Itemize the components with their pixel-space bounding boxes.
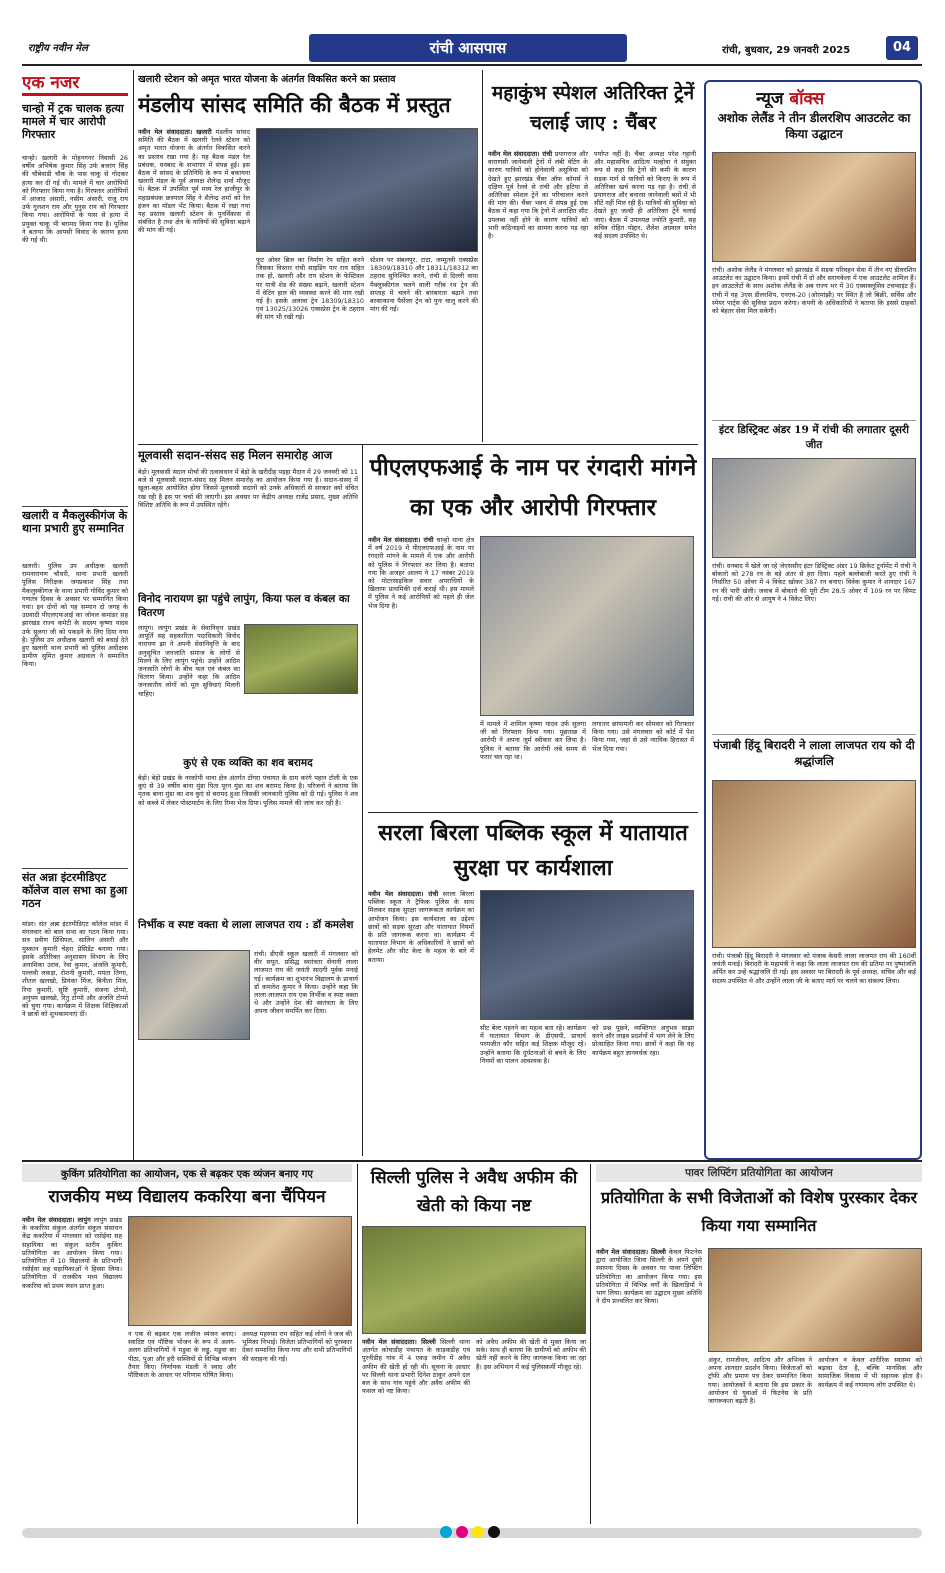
sarla-byline: नवीन मेल संवाददाता। रांची <box>368 890 439 898</box>
power-body-c: आयोजन न केवल शारीरिक स्वास्थ्य को बढ़ावा देता है, बल्कि मानसिक और सामाजिक विकास में भी सहायक होता है। कार्यक्रम में कई गणमान्य लोग उपस्थित थे। <box>818 1356 922 1389</box>
column-divider <box>590 1164 591 1524</box>
cooking-body-b: न एक से बढ़कर एक लजीज व्यंजन बनाए। स्वादिष्ट एवं पौष्टिक भोजन के रूप में अलग-अलग प्रतिभागियों ने मडुवा के लड्डू, मडुवा का पीठा, पुआ और हरी सब्जियों से विभिन्न व्यंजन तैयार किए। निर्णायक मंडली ने स्वाद और पौष्टिकता के आधार पर परिणाम घोषित किया। <box>128 1330 236 1380</box>
story-body: रांची। पंजाबी हिंदू बिरादरी ने मंगलवार को पंजाब केसरी लाला लाजपत राय की 160वीं जयंती मनाई। बिरादरी के महामंत्री ने कहा कि लाला लाजपत राय की प्रतिमा पर पुष्पांजलि अर्पित कर उन्हें श्रद्धांजलि दी गई। इस अवसर पर बिरादरी के पूर्व अध्यक्ष, सचिव और कई सदस्य उपस्थित थे और उन्होंने लाला जी के बताए मार्ग पर चलने का संकल्प लिया। <box>712 952 916 985</box>
story-title: अशोक लेलैंड ने तीन डीलरशिप आउटलेट का किया उद्घाटन <box>717 111 911 141</box>
ek-nazar-heading <box>22 70 128 96</box>
masthead-rule <box>22 64 922 66</box>
mandal-body <box>138 128 250 440</box>
silli-photo <box>362 1226 586 1334</box>
vinod-body: लापुंग। लापुंग प्रखंड के सेवानिवृत्त प्रखंड आपूर्ति सह सहकारिता पदाधिकारी विनोद नारायण झा ने अपनी सेवानिवृत्ति के बाद अनुसूचित जनजाति समाज के लोगों से मिलने के लिए लापुंग पहुंचे। उन्होंने आदिम जनजाति लोगों के बीच फल एवं कंबल का वितरण किया। उन्होंने कहा कि आदिम जनजातीय लोगों को मूल सुविधाएं मिलनी चाहिए। <box>138 624 240 698</box>
silli-body-a <box>362 1338 470 1522</box>
magenta-dot <box>456 1526 468 1538</box>
silli-body-b: को अवैध अफीम की खेती से मुक्त किया जा सके। साथ ही बताया कि ग्रामीणों को अफीम की खेती नहीं करने के लिए जागरूक किया जा रहा है। इस अभियान में कई पुलिसकर्मी मौजूद रहे। <box>476 1338 586 1371</box>
moolvasi-headline: मूलवासी सदान-संसद सह मिलन समारोह आज <box>138 448 333 462</box>
mahakumbh-body-b: पर्याप्त नहीं है। चैंबर अध्यक्ष परेश गट्टानी और महासचिव आदित्य मल्होत्रा ने संयुक्त रूप से कहा कि ट्रेनों की कमी के कारण सड़क मार्ग से यात्रियों को किराए के रूप में अतिरिक्त खर्च करना पड़ रहा है। रांची से प्रयागराज और बनारस जानेवाली बसों में भी सीटें नहीं मिल रही हैं। यात्रियों की सुविधा को देखते हुए जल्दी ही अतिरिक्त ट्रेनें चलाई जाएं। बैठक में उपाध्यक्ष ज्योति कुमारी, सह सचिव रोहित पोद्दार, शैलेश अग्रवाल समेत कई सदस्य उपस्थित थे। <box>594 150 696 241</box>
story-title: संत अन्ना इंटरमीडिएट कॉलेज वाल सभा का हुआ गठन <box>22 868 128 918</box>
lala-photo <box>138 950 250 1040</box>
silli-byline: नवीन मेल संवाददाता। सिल्ली <box>362 1338 436 1346</box>
pflai-headline: पीएलएफआई के नाम पर रंगदारी मांगने का एक और आरोपी गिरफ्तार <box>369 454 697 521</box>
cooking-body-c: अध्यक्ष महरुफ़ा राम सहित कई लोगों ने जज की भूमिका निभाई। विजेता प्रतिभागियों को पुरस्कार देकर सम्मानित किया गया और सभी प्रतिभागियों की सराहना की गई। <box>242 1330 352 1363</box>
cooking-text: लापुंग प्रखंड के ककरिया संकुल अंतर्गत संकुल संसाधन केंद्र ककरिया में मंगलवार को रसोईया सह सहायिका का संकुल स्तरीय कुकिंग प्रतियोगिता का आयोजन किया गया। प्रतियोगिता में 10 विद्यालयों के प्रतिभागी रसोईया सह सहायिकाओं ने हिस्सा लिया। प्रतियोगिता में राजकीय मध्य विद्यालय ककरिया को प्रथम स्थान प्राप्त हुआ। <box>22 1216 122 1290</box>
brand-logo: राष्ट्रीय नवीन मेल <box>28 43 88 54</box>
silli-text: सिल्ली थाना अंतर्गत कोचाडीह पंचायत के काड़कडीह एवं पुरनीडीह गांव में 4 एकड़ जमीन में अवैध अफीम की खेती हो रही थी। सूचना के आधार पर सिल्ली थाना प्रभारी दिनेश ठाकुर अपने दल बल के साथ गांव पहुंचे और अवैध अफीम की फसल को नष्ट किया। <box>362 1338 470 1396</box>
section-banner <box>309 34 627 62</box>
mandal-body-right: स्टेशन पर संबलपुर, टाटा, जम्मूतवी एक्सप्रेस 18309/18310 और 18311/18312 का ठहराव सुनिश्चित करने, रांची से दिल्ली वाया मैक्लुस्कीगंज चलने वाली गरीब रथ ट्रेन की सप्ताह में चलने की बारंबारता बढ़ाने तथा बरकाकाना पैसेंजर ट्रेन को पुनः चालू करने की मांग की गई। <box>370 256 478 314</box>
page-number: 04 <box>886 36 918 60</box>
moolvasi-body: बेड़ो। मूलवासी सदान मोर्चा की तत्वावधान में बेड़ो के खरीदीह पड़हा मैदान में 29 जनवरी को 11 बजे से मूलवासी सदान-संसद सह मिलन समारोह का आयोजन किया गया है। सदान-संसद में खुला-बहस आयोजित होगा जिसमें मूलवासी सदानों को उनके अधिकारों से सरकार क्यों वंचित रख रही है इस पर चर्चा की जाएगी। इस अवसर पर केंद्रीय अध्यक्ष राजेंद्र प्रसाद, मुख्य अतिथि विशिष्ट अतिथि के रूप में उपस्थित रहेंगे। <box>138 468 358 509</box>
ek-nazar-label: एक नजर <box>22 73 80 93</box>
story-body: मांडर। संत अन्ना इंटरमीडिएट कॉलेज मांडर में मंगलवार को बाल सभा का गठन किया गया। सत्र प्रवीण प्रिंसिपल, सालिन अंसारी और मुस्कान कुमारी चेहरा प्रेसिडेंट बनाया गया। इसके अतिरिक्त अनुशासन विभाग के लिए अनामिका उरांव, रेवा कुमार, अंजलि कुमारी, पल्लवी लकड़ा, रोशनी कुमारी, ममता तिग्गा, शीतल खलखो, प्रियंका मिंज, बिनीता मिंज, रिया कुमारी, सुष्टि कुमारी, संजना टोप्पो, अनुपम खलखो, रितु टोप्पो और अंजलि टोप्पो को चुना गया। कार्यक्रम में शिक्षक शिक्षिकाओं ने छात्रों को शुभकामनाएं दीं। <box>22 920 128 1019</box>
masthead <box>22 34 922 62</box>
vinod-photo <box>244 624 358 694</box>
sarla-photo <box>480 890 694 1020</box>
mandal-body-mid: फुट ओवर ब्रिज का निर्माण रेप सहित करने जिसका विस्तार रांची साइडिंग पार राय सहित तक हो, खलारी और राय स्टेशन के फेस्टिवल पर यात्री शेड की संख्या बढ़ाने, खलारी स्टेशन में वेटिंग हाल की व्यवस्था करने की मांग रखी गई है। इसके अलावा ट्रेन 18309/18310 एवं 13025/13026 एक्सप्रेस ट्रेन के ठहराव की मांग भी रखी गई। <box>256 256 364 322</box>
pflai-body-c: लगातार छापामारी कर सोमवार को गिरफ्तार किया गया। उसे मंगलवार को कोर्ट में पेश किया गया, जहां से उसे न्यायिक हिरासत में भेज दिया गया। <box>592 720 694 753</box>
section-rule <box>138 444 698 445</box>
well-headline: कुएं से एक व्यक्ति का शव बरामद <box>183 757 313 769</box>
power-body-a <box>596 1248 702 1522</box>
news-box-title <box>756 86 886 108</box>
power-photo <box>708 1248 922 1352</box>
power-body-b: अंकुर, रामजीवन, आदित्य और अभिनव ने अपना शानदार प्रदर्शन किया। विजेताओं को ट्रॉफी और प्रमाण पत्र देकर सम्मानित किया गया। आयोजकों ने बताया कि इस प्रकार के आयोजन से युवाओं में फिटनेस के प्रति जागरूकता बढ़ती है। <box>708 1356 812 1406</box>
mandal-byline: नवीन मेल संवाददाता। खलारी <box>138 128 212 136</box>
section-rule <box>22 1160 922 1162</box>
sarla-body-c: को प्रश्न पूछने, व्यक्तिगत अनुभव साझा करने और लाइव प्रदर्शनों में भाग लेने के लिए प्रोत्साहित किया गया। छात्रों ने कहा कि यह कार्यक्रम बहुत ज्ञानवर्धक रहा। <box>592 1024 694 1057</box>
story-body: चान्हो। खलारी के मोहनगनर निवासी 26 वर्षीय अभिषेक कुमार सिंह उर्फ बजरंग सिंह की चौबेवाडी चौक के पास चाकू से गोदकर हत्या कर दी गई थी। मामले में चार आरोपियों को गिरफ्तार किया गया है। गिरफ्तार आरोपियों में आजाद अंसारी, नसीम अंसारी, राजू राय उर्फ गुलशन राय और युनुस राय को गिरफ्तार किया गया। आरोपियों के पास से हत्या में प्रयुक्त चाकू भी बरामद किया गया है। पुलिस ने बताया कि आपसी विवाद के कारण हत्या की गई थी। <box>22 154 128 245</box>
sarla-text: सरला बिरला पब्लिक स्कूल ने ट्रैफिक पुलिस के साथ मिलकर सड़क सुरक्षा जागरूकता कार्यक्रम का आयोजन किया। इस कार्यशाला का उद्देश्य छात्रों को सड़क सुरक्षा और यातायात नियमों के प्रति जागरूक करना था। कार्यक्रम में यातायात विभाग के अधिकारियों ने छात्रों को हेलमेट और सीट बेल्ट के महत्व के बारे में बताया। <box>368 890 474 964</box>
story-title: खलारी व मैकलुस्कीगंज के थाना प्रभारी हुए सम्मानित <box>22 506 128 560</box>
mandal-text: मंडलीय सांसद समिति की बैठक में खलारी रेलवे स्टेशन को अमृत भारत योजना के अंतर्गत विकसित करने का प्रस्ताव रखा गया है। यह बैठक मंडल रेल प्रबंधक, धनबाद के सभागार में संपन्न हुई। इस बैठक में सांसद के प्रतिनिधि के रूप में बकायना खलारी मंडल के पूर्व अध्यक्ष शैलेन्द्र शर्मा मौजूद थे। बैठक में उपस्थित पूर्व मध्य रेल हाजीपुर के महाप्रबंधक छत्रपाल सिंह ने शैलेन्द्र शर्मा को रेल इंजन का मॉडल भेंट किया। बैठक में रखा गया यह प्रस्ताव खलारी स्टेशन के पुनर्विकास से संबंधित है तथा क्षेत्र के यात्रियों की सुविधा बढ़ाने की मांग की गई। <box>138 128 250 235</box>
date-line: रांची, बुधवार, 29 जनवरी 2025 <box>722 45 851 56</box>
yellow-dot <box>472 1526 484 1538</box>
black-dot <box>488 1526 500 1538</box>
news-box <box>704 80 922 1160</box>
section-rule <box>368 812 698 813</box>
vinod-headline: विनोद नारायण झा पहुंचे लापुंग, किया फल व कंबल का वितरण <box>138 593 350 619</box>
news-photo <box>712 152 916 262</box>
power-headline: प्रतियोगिता के सभी विजेताओं को विशेष पुरस्कार देकर किया गया सम्मानित <box>601 1188 917 1235</box>
story-title: चान्हो में ट्रक चालक हत्या मामले में चार आरोपी गिरफ्तार <box>22 102 124 141</box>
cooking-photo <box>128 1216 352 1326</box>
cooking-kicker: कुकिंग प्रतियोगिता का आयोजन, एक से बढ़कर एक व्यंजन बनाए गए <box>61 1169 313 1180</box>
mahakumbh-byline: नवीन मेल संवाददाता। रांची <box>488 150 553 158</box>
sarla-body-b: सीट बेल्ट पहनने का महत्व बता रहे। कार्यक्रम में यातायात विभाग के डीएसपी, प्राचार्य परमजीत कौर सहित कई शिक्षक मौजूद रहे। उन्होंने बताया कि दुर्घटनाओं से बचने के लिए नियमों का पालन आवश्यक है। <box>480 1024 586 1065</box>
story-body: रांची। धनबाद में खेले जा रहे जेएससीए इंटर डिस्ट्रिक्ट अंडर 19 क्रिकेट टूर्नामेंट में रांची ने बोकारो को 278 रन के बड़े अंतर से हरा दिया। पहले बल्लेबाजी करते हुए रांची ने निर्धारित 50 ओवर में 4 विकेट खोकर 387 रन बनाए। विवेक कुमार ने शानदार 167 रन की पारी खेली। जवाब में बोकारो की पूरी टीम 28.5 ओवर में 109 रन पर सिमट गई। रांची की ओर से आयुष ने 4 विकेट लिए। <box>712 562 916 603</box>
pflai-byline: नवीन मेल संवाददाता। रांची <box>368 536 434 544</box>
pflai-body-b: में मामले में शामिल कृष्णा यादव उर्फ सुलगा जी को गिरफ्तार किया गया। पूछताछ में आरोपी ने अपना जुर्म स्वीकार कर लिया है। पुलिस ने बताया कि आरोपी लंबे समय से फरार चल रहा था। <box>480 720 586 761</box>
power-byline: नवीन मेल संवाददाता। सिल्ली <box>596 1248 666 1256</box>
story-title: इंटर डिस्ट्रिक्ट अंडर 19 में रांची की लगातार दूसरी जीत <box>712 420 916 454</box>
pflai-body-a <box>368 536 474 808</box>
mahakumbh-body-a <box>488 150 588 442</box>
pflai-text: चान्हो थाना क्षेत्र में वर्ष 2019 में पीएलएफआई के नाम पर रंगदारी मांगने के मामले में एक और आरोपी को पुलिस ने गिरफ्तार कर लिया है। बताया गया कि अजहर आलम ने 17 नवंबर 2019 को मोटरसाइकिल सवार अपराधियों के खिलाफ प्राथमिकी दर्ज कराई थी। इस मामले में पुलिस ने कई आरोपियों को पहले ही जेल भेज दिया है। <box>368 536 474 610</box>
cyan-dot <box>440 1526 452 1538</box>
well-body: बेड़ो। बेड़ो प्रखंड के नरकोपी थाना क्षेत्र अंतर्गत टोंगरा पंचायत के ग्राम करंगे पहान टोली के एक कुएं से 39 वर्षीय बाना मुंडा पिता पूरन मुंडा का शव बरामद किया है। परिजनों ने बताया कि मृतक बाना मुंडा का शव कुएं से बरामद हुआ जिसकी जानकारी पुलिस को दी गई। पुलिस ने शव को कब्जे में लेकर पोस्टमार्टम के लिए रिम्स भेज दिया। पुलिस मामले की जांच कर रही है। <box>138 774 358 807</box>
pflai-photo <box>480 536 694 716</box>
power-kicker: पावर लिफ्टिंग प्रतियोगिता का आयोजन <box>685 1167 833 1179</box>
column-divider <box>362 444 363 1156</box>
news-photo <box>712 458 916 558</box>
mandal-photo <box>256 128 478 252</box>
story-body: खलारी। पुलिस उप अधीक्षक खलारी रामनारायण चौधरी, थाना प्रभारी खलारी पुलिस निरीक्षक जयप्रकाश सिंह तथा मैकलुस्कीगंज के थाना प्रभारी गोविंद कुमार को गणतंत्र दिवस के अवसर पर सम्मानित किया गया। इन दोनों को यह सम्मान दो जगह के उग्रवादी पीएलएफआई का जोनल कमांडर सह झारखंड राज्य कमेटी के सदस्य कृष्णा यादव उर्फ सुलगा जी को पकड़ने के लिए दिया गया है। पुलिस उप अधीक्षक खलारी को बधाई देते हुए खलारी थाना प्रभारी को पुलिस अधीक्षक ग्रामीण सुमित कुमार अग्रवाल ने सम्मानित किया। <box>22 562 128 669</box>
registration-marks <box>440 1526 504 1540</box>
power-text: केवल फिटनेस द्वारा आयोजित जिला सिल्ली के अपने दूसरे स्थापना दिवस के अवसर पर पावर लिफ्टिंग प्रतियोगिता का आयोजन किया गया। इस प्रतियोगिता में विभिन्न वर्गों के खिलाड़ियों ने भाग लिया। कार्यक्रम का उद्घाटन मुख्य अतिथि ने दीप प्रज्वलित कर किया। <box>596 1248 702 1306</box>
column-divider <box>482 70 483 442</box>
news-box-label-a: न्यूज <box>756 89 784 108</box>
mandal-headline: मंडलीय सांसद समिति की बैठक में प्रस्तुत <box>138 92 451 117</box>
lala-headline: निर्भीक व स्पष्ट वक्ता थे लाला लाजपत राय : डॉ कमलेश <box>138 919 354 931</box>
cooking-kicker-bar <box>22 1164 352 1182</box>
cooking-byline: नवीन मेल संवाददाता। लापुंग <box>22 1216 91 1224</box>
silli-headline: सिल्ली पुलिस ने अवैध अफीम की खेती को किया नष्ट <box>370 1168 578 1216</box>
mahakumbh-headline: महाकुंभ स्पेशल अतिरिक्त ट्रेनें चलाई जाए : चैंबर <box>491 82 695 134</box>
section-title: रांची आसपास <box>429 39 507 57</box>
news-box-label-b: बॉक्स <box>789 89 825 108</box>
sarla-body-a <box>368 890 474 1152</box>
ek-nazar-column <box>22 70 128 950</box>
mandal-kicker: खलारी स्टेशन को अमृत भारत योजना के अंतर्गत विकसित करने का प्रस्ताव <box>138 74 396 85</box>
cooking-headline: राजकीय मध्य विद्यालय ककरिया बना चैंपियन <box>48 1187 326 1207</box>
story-body: रांची। अशोक लेलैंड ने मंगलवार को झारखंड में सड़क परिवहन सेवा में तीन नए डीलरशिप आउटलेट का उद्घाटन किया। इनमें रांची में दो और सरायकेला में एक आउटलेट शामिल हैं। इन आउटलेटों के साथ अशोक लेलैंड के अब राज्य भर में 30 एक्सक्लूसिव टचप्वाइंट हैं। रांची में यह 3एस डीलरशिप, एनएच-20 (ओरमांझी) पर स्थित है जो बिक्री, सर्विस और स्पेयर पार्ट्स की सुविधा प्रदान करेगा। कंपनी के अधिकारियों ने बताया कि इससे ग्राहकों को बेहतर सेवा मिल सकेगी। <box>712 266 916 316</box>
sarla-headline: सरला बिरला पब्लिक स्कूल में यातायात सुरक्षा पर कार्यशाला <box>378 820 688 881</box>
news-photo <box>712 780 916 948</box>
story-title: पंजाबी हिंदू बिरादरी ने लाला लाजपत राय को दी श्रद्धांजलि <box>712 734 916 772</box>
column-divider <box>357 1164 358 1524</box>
mahakumbh-text: प्रयागराज और वाराणसी जानेवाली ट्रेनों में लंबी वेटिंग के कारण यात्रियों को होनेवाली असुविधा को देखते हुए झारखंड चैंबर ऑफ कॉमर्स ने दक्षिण पूर्व रेलवे से रांची और हटिया से अतिरिक्त स्पेशल ट्रेनें का परिचालन करने की मांग की। चैंबर भवन में संपन्न हुई एक बैठक में कहा गया कि ट्रेनों में आरक्षित सीट उपलब्ध नहीं होने के कारण यात्रियों को भारी कठिनाइयों का सामना करना पड़ रहा है। <box>488 150 588 241</box>
column-divider <box>133 70 134 1160</box>
cooking-body-a <box>22 1216 122 1522</box>
lala-body: रांची। डीएवी स्कूल खलारी में मंगलवार को वीर सपूत, प्रसिद्ध स्वतंत्रता सेनानी लाला लाजपत राय की जयंती सादगी पूर्वक मनाई गई। कार्यक्रम का शुभारंभ विद्यालय के प्राचार्य डॉ कमलेश कुमार ने किया। उन्होंने कहा कि लाला लाजपत राय एक निर्भीक व स्पष्ट वक्ता थे और उन्होंने देश की स्वतंत्रता के लिए अपना जीवन समर्पित कर दिया। <box>254 950 358 1016</box>
power-kicker-bar <box>596 1164 922 1182</box>
